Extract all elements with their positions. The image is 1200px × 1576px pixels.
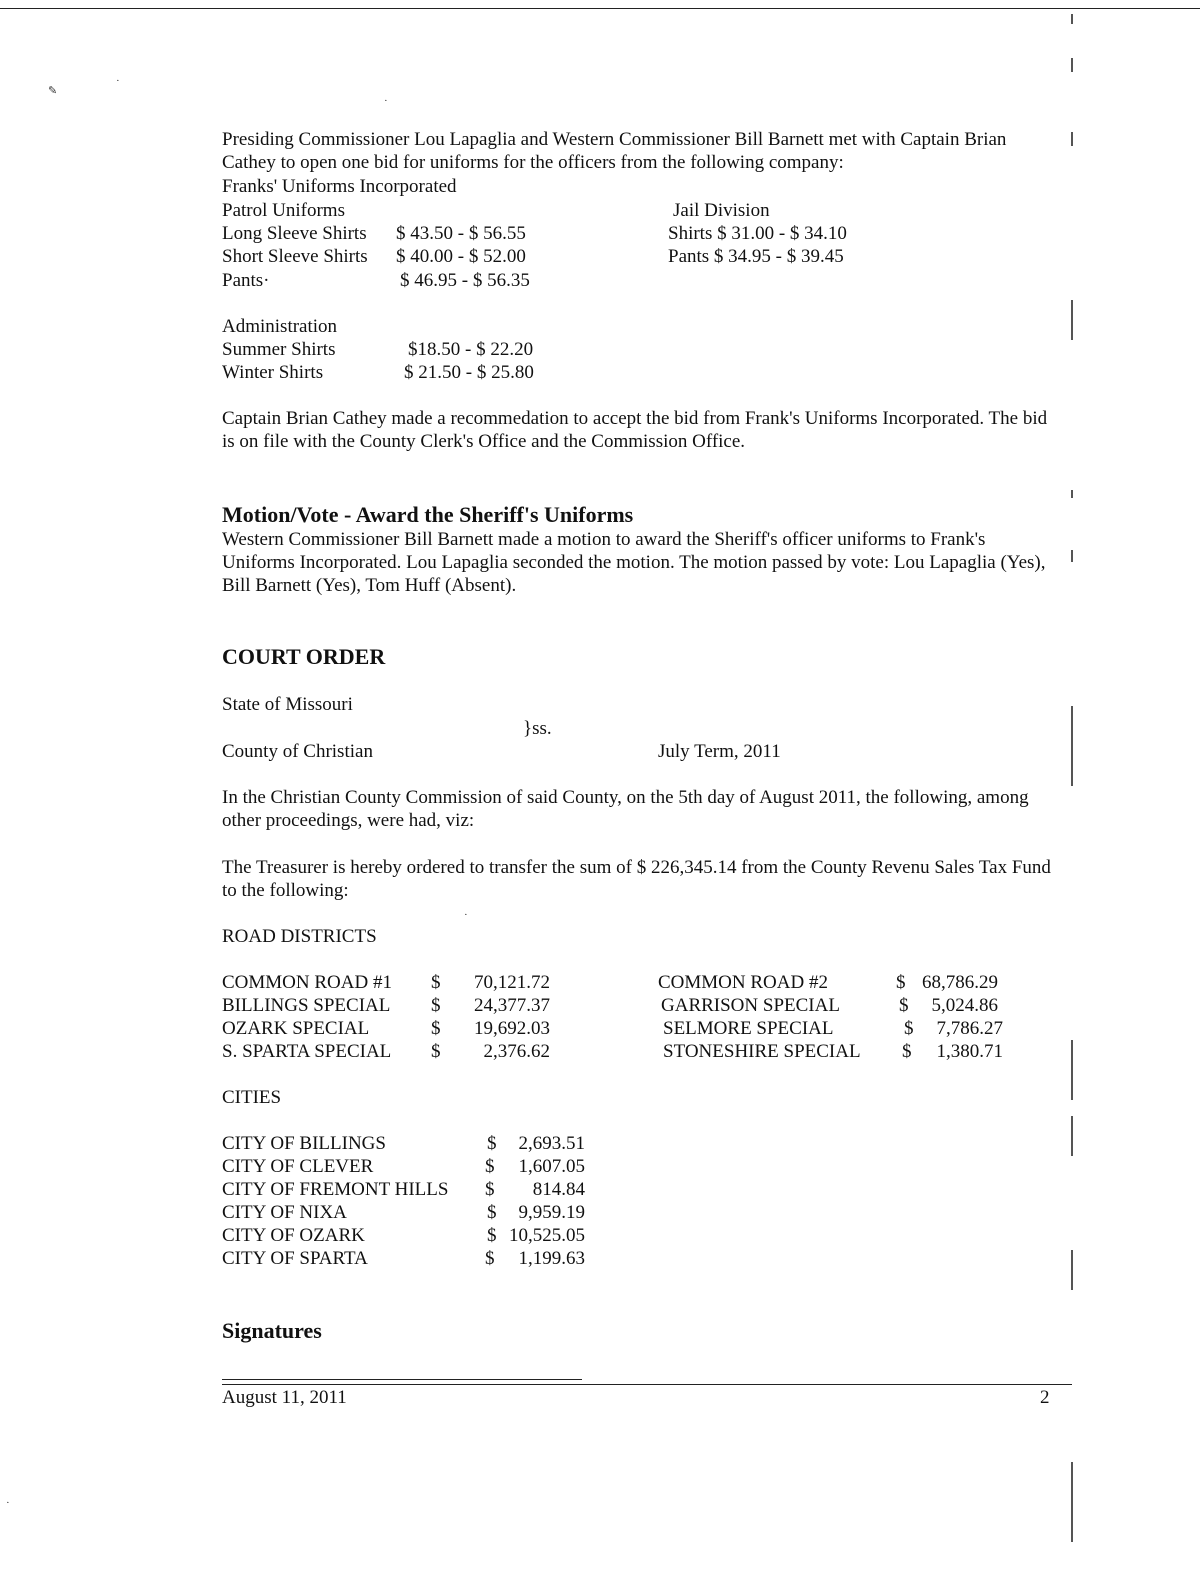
administration-item-price: $ 21.50 - $ 25.80 <box>404 362 534 383</box>
road-district-amount: 7,786.27 <box>936 1018 1003 1039</box>
city-name: CITY OF NIXA <box>222 1202 347 1223</box>
road-district-currency: $ <box>431 995 441 1016</box>
city-amount: 10,525.05 <box>509 1225 585 1246</box>
edge-scan-mark <box>1071 1462 1073 1542</box>
jail-heading: Jail Division <box>673 200 770 221</box>
city-currency: $ <box>487 1202 497 1223</box>
patrol-item-price: $ 43.50 - $ 56.55 <box>396 223 526 244</box>
scan-speck: ✎ <box>48 85 58 97</box>
road-district-currency: $ <box>899 995 909 1016</box>
city-amount: 1,607.05 <box>518 1156 585 1177</box>
motion-heading: Motion/Vote - Award the Sheriff's Uniforms <box>222 502 634 527</box>
city-name: CITY OF SPARTA <box>222 1248 368 1269</box>
administration-item-price: $18.50 - $ 22.20 <box>408 339 534 360</box>
patrol-item-label: Long Sleeve Shirts <box>222 223 367 244</box>
city-currency: $ <box>485 1248 495 1269</box>
signature-line <box>222 1379 582 1380</box>
road-district-amount: 24,377.37 <box>474 995 550 1016</box>
cities-heading: CITIES <box>222 1087 282 1108</box>
city-amount: 1,199.63 <box>518 1248 585 1269</box>
administration-heading: Administration <box>222 316 338 337</box>
patrol-heading: Patrol Uniforms <box>222 200 345 221</box>
motion-body: Western Commissioner Bill Barnett made a motion to award the Sheriff's officer uniforms to Frank's Uniforms Incorporated. Lou Lapaglia seconded the motion. The motion passed by vote: Lou Lapaglia (Yes), Bill Barnett (Yes), Tom Huff (Absent). <box>222 529 1046 596</box>
edge-scan-mark <box>1071 58 1073 72</box>
proceedings-paragraph: In the Christian County Commission of said County, on the 5th day of August 2011, the following, among other proceedings, were had, viz: <box>222 787 1029 831</box>
road-district-name: GARRISON SPECIAL <box>661 995 840 1016</box>
jail-item: Shirts $ 31.00 - $ 34.10 <box>668 223 847 244</box>
road-district-amount: 2,376.62 <box>483 1041 550 1062</box>
court-order-heading: COURT ORDER <box>222 644 386 669</box>
edge-scan-mark <box>1071 1250 1073 1290</box>
city-currency: $ <box>485 1156 495 1177</box>
road-district-currency: $ <box>431 1041 441 1062</box>
road-district-amount: 68,786.29 <box>922 972 998 993</box>
road-district-currency: $ <box>902 1041 912 1062</box>
term-label: July Term, 2011 <box>658 741 781 762</box>
edge-scan-mark <box>1071 1040 1073 1100</box>
road-district-name: BILLINGS SPECIAL <box>222 995 391 1016</box>
road-district-name: COMMON ROAD #1 <box>222 972 392 993</box>
county-label: County of Christian <box>222 741 373 762</box>
jail-item: Pants $ 34.95 - $ 39.45 <box>668 246 844 267</box>
patrol-item-price: $ 40.00 - $ 52.00 <box>396 246 526 267</box>
state-label: State of Missouri <box>222 694 353 715</box>
edge-scan-mark <box>1071 550 1073 562</box>
scan-speck: · <box>464 909 468 921</box>
edge-scan-mark <box>1071 14 1073 24</box>
edge-scan-mark <box>1071 490 1073 498</box>
edge-scan-mark <box>1071 300 1073 340</box>
city-name: CITY OF FREMONT HILLS <box>222 1179 449 1200</box>
page-number: 2 <box>1040 1387 1050 1408</box>
footer-date: August 11, 2011 <box>222 1387 347 1408</box>
scan-speck: · <box>116 75 120 87</box>
city-currency: $ <box>487 1225 497 1246</box>
patrol-item-price: $ 46.95 - $ 56.35 <box>400 270 530 291</box>
recommendation-paragraph: Captain Brian Cathey made a recommedation to accept the bid from Frank's Uniforms Incorporated. The bid is on file with the County Clerk's Office and the Commission Office. <box>222 408 1048 452</box>
road-district-amount: 19,692.03 <box>474 1018 550 1039</box>
road-district-currency: $ <box>904 1018 914 1039</box>
scan-speck: · <box>6 1497 10 1509</box>
road-district-name: OZARK SPECIAL <box>222 1018 370 1039</box>
edge-scan-mark <box>1071 132 1073 146</box>
road-district-amount: 70,121.72 <box>474 972 550 993</box>
city-amount: 814.84 <box>532 1179 585 1200</box>
patrol-item-label: Short Sleeve Shirts <box>222 246 368 267</box>
city-amount: 9,959.19 <box>518 1202 585 1223</box>
city-currency: $ <box>485 1179 495 1200</box>
city-currency: $ <box>487 1133 497 1154</box>
edge-scan-mark <box>1071 1116 1073 1156</box>
footer-rule <box>222 1384 1072 1385</box>
city-amount: 2,693.51 <box>518 1133 585 1154</box>
road-districts-heading: ROAD DISTRICTS <box>222 926 377 947</box>
road-district-name: SELMORE SPECIAL <box>663 1018 834 1039</box>
city-name: CITY OF BILLINGS <box>222 1133 386 1154</box>
ss-mark: }ss. <box>523 718 552 739</box>
administration-item-label: Winter Shirts <box>222 362 324 383</box>
intro-paragraph: Presiding Commissioner Lou Lapaglia and Western Commissioner Bill Barnett met with Captain Brian Cathey to open one bid for uniforms for the officers from the following company: <box>222 129 1007 173</box>
edge-scan-mark <box>1071 706 1073 786</box>
road-district-amount: 5,024.86 <box>931 995 998 1016</box>
top-scan-rule <box>0 8 1200 9</box>
city-name: CITY OF OZARK <box>222 1225 365 1246</box>
scan-speck: · <box>384 95 388 107</box>
company-name: Franks' Uniforms Incorporated <box>222 176 457 197</box>
transfer-paragraph: The Treasurer is hereby ordered to transfer the sum of $ 226,345.14 from the County Revenu Sales Tax Fund to the following: <box>222 857 1051 901</box>
road-district-amount: 1,380.71 <box>936 1041 1003 1062</box>
road-district-currency: $ <box>431 1018 441 1039</box>
road-district-currency: $ <box>431 972 441 993</box>
road-district-name: COMMON ROAD #2 <box>658 972 828 993</box>
road-district-currency: $ <box>896 972 906 993</box>
patrol-item-label: Pants· <box>222 270 270 291</box>
administration-item-label: Summer Shirts <box>222 339 336 360</box>
signatures-heading: Signatures <box>222 1318 322 1343</box>
road-district-name: STONESHIRE SPECIAL <box>663 1041 861 1062</box>
city-name: CITY OF CLEVER <box>222 1156 374 1177</box>
road-district-name: S. SPARTA SPECIAL <box>222 1041 392 1062</box>
